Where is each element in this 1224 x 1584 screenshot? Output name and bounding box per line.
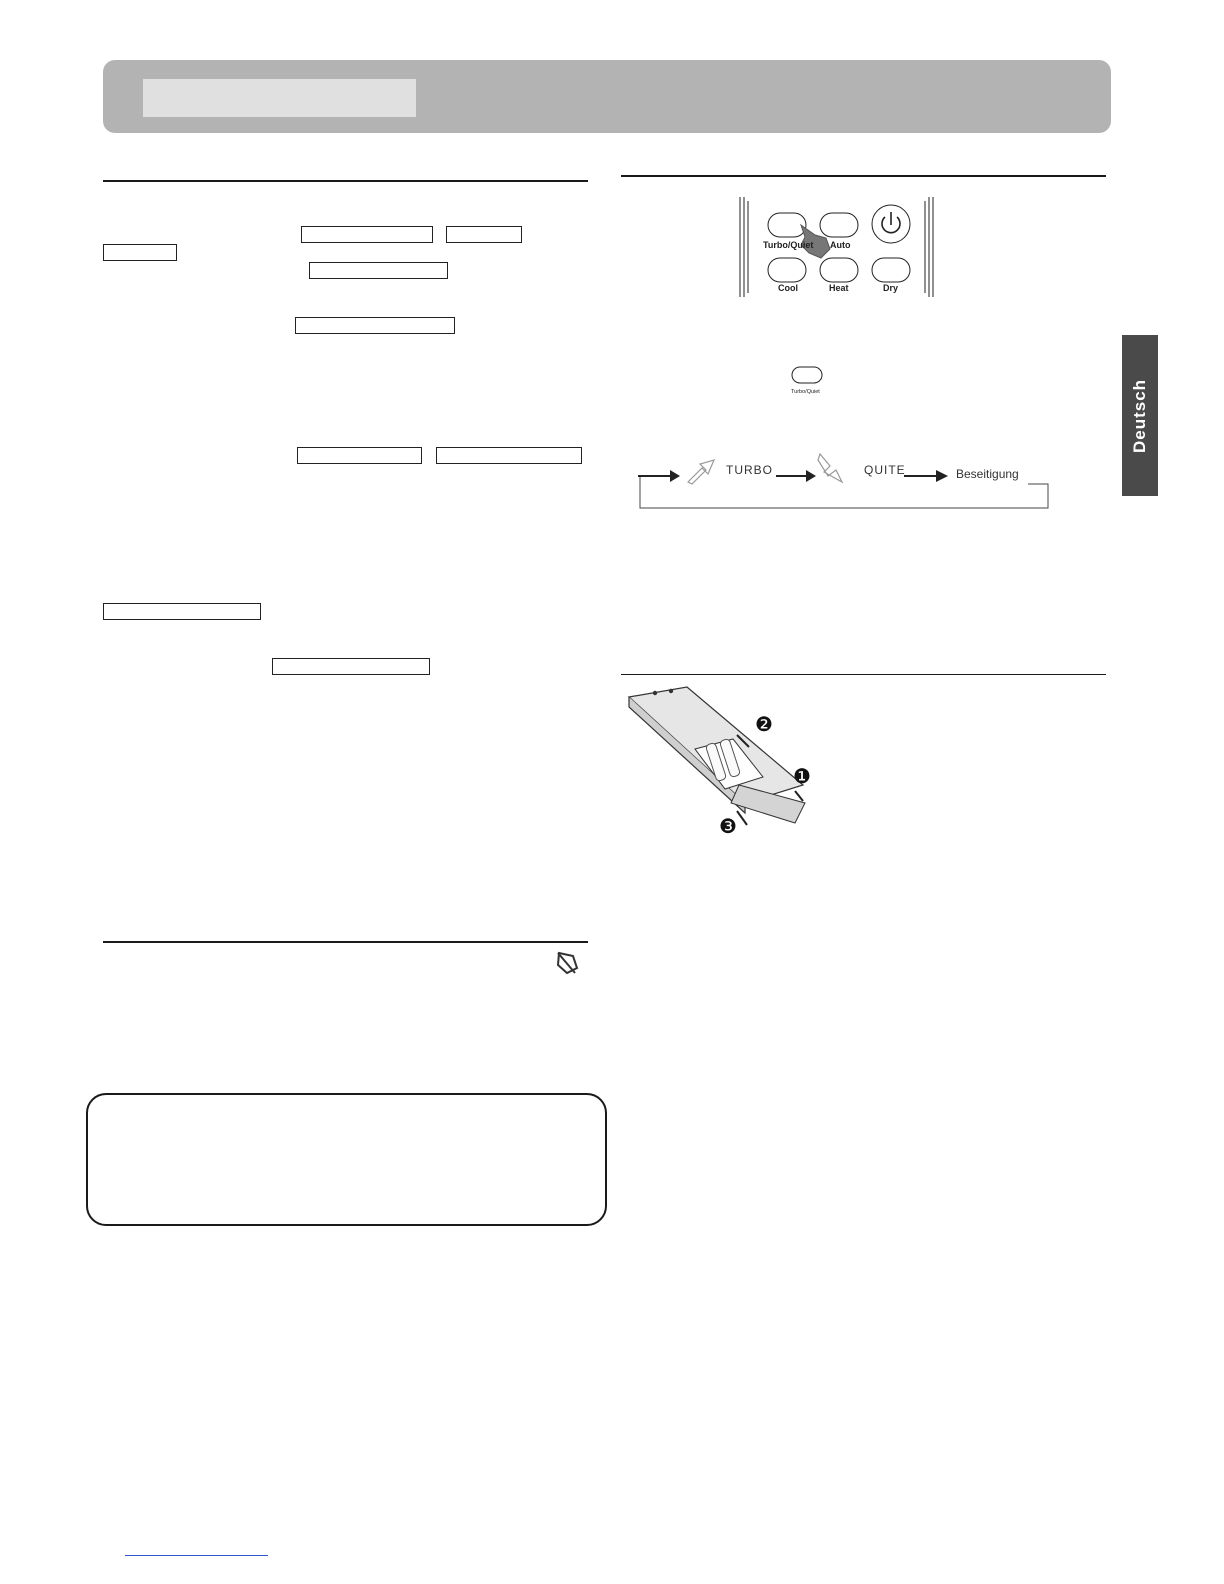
battery-install-diagram: [625, 685, 825, 845]
blank-box-5: [295, 317, 455, 334]
blank-box-2: [446, 226, 522, 243]
turbo-quiet-button-label: Turbo/Quiet: [763, 240, 814, 250]
blank-box-3: [103, 244, 177, 261]
blank-box-4: [309, 262, 448, 279]
section-rule-left-mid: [103, 941, 588, 943]
section-rule-right-top: [621, 175, 1106, 177]
turbo-quiet-small-label: Turbo/Quiet: [791, 389, 820, 395]
turbo-arrow-icon: [688, 460, 714, 484]
blank-box-6: [297, 447, 422, 464]
dry-button-label: Dry: [883, 283, 899, 293]
step-1-marker: ❶: [793, 766, 811, 788]
turbo-step-label: TURBO: [726, 463, 773, 477]
language-side-tab: [1122, 335, 1158, 496]
blank-box-7: [436, 447, 582, 464]
remote-button-labels: [760, 238, 910, 298]
mode-cycle-diagram: [630, 448, 1060, 514]
blank-box-8: [103, 603, 261, 620]
quiet-step-label: QUITE: [864, 463, 906, 477]
section-rule-left-top: [103, 180, 588, 182]
blank-box-1: [301, 226, 433, 243]
clear-step-label: Beseitigung: [956, 467, 1019, 481]
turbo-quiet-button-icon: [787, 365, 829, 395]
section-rule-right-mid: [621, 674, 1106, 675]
language-tab-label: Deutsch: [1130, 378, 1149, 453]
leaf-icon: [553, 950, 581, 976]
blank-box-9: [272, 658, 430, 675]
step-3-marker: ❸: [719, 816, 737, 838]
heat-button-label: Heat: [829, 283, 849, 293]
quiet-arrow-icon: [818, 454, 842, 482]
auto-button-label: Auto: [830, 240, 851, 250]
cool-button-label: Cool: [778, 283, 798, 293]
header-title-slot: [143, 79, 416, 117]
note-box: [86, 1093, 607, 1226]
footer-link-underline[interactable]: [125, 1555, 268, 1556]
step-2-marker: ❷: [755, 714, 773, 736]
